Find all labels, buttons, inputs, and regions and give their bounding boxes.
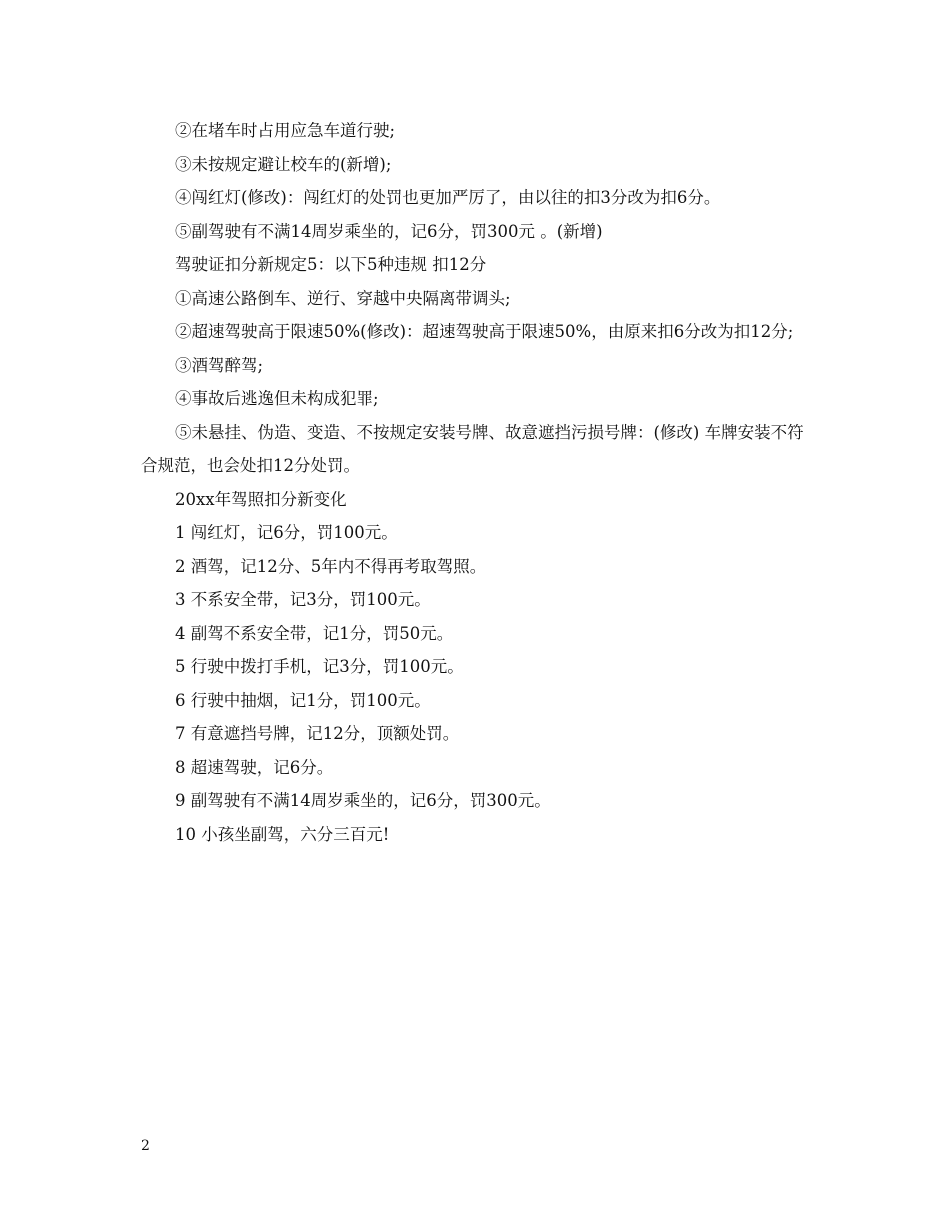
paragraph: ①高速公路倒车、逆行、穿越中央隔离带调头; (175, 288, 511, 308)
list-item: 3 不系安全带，记3分，罚100元。 (175, 590, 431, 609)
paragraph: ③酒驾醉驾; (175, 355, 264, 375)
list-item: 5 行驶中拨打手机，记3分，罚100元。 (175, 657, 464, 676)
list-item: 6 行驶中抽烟，记1分，罚100元。 (175, 690, 431, 710)
list-item: 9 副驾驶有不满14周岁乘坐的，记6分，罚300元。 (175, 791, 551, 810)
list-item: 4 副驾不系安全带，记1分，罚50元。 (175, 623, 454, 643)
page-number: 2 (141, 1138, 150, 1154)
list-item: 7 有意遮挡号牌，记12分，顶额处罚。 (175, 724, 460, 743)
list-item: 2 酒驾，记12分、5年内不得再考取驾照。 (175, 556, 487, 576)
paragraph: ③未按规定避让校车的(新增); (175, 154, 392, 174)
paragraph: ②在堵车时占用应急车道行驶; (175, 121, 396, 140)
paragraph: ④闯红灯(修改)：闯红灯的处罚也更加严厉了，由以往的扣3分改为扣6分。 (175, 188, 721, 207)
section-heading: 驾驶证扣分新规定5：以下5种违规 扣12分 (175, 255, 487, 274)
paragraph: ②超速驾驶高于限速50%(修改)：超速驾驶高于限速50%，由原来扣6分改为扣12分; (175, 322, 794, 341)
list-item: 10 小孩坐副驾，六分三百元! (175, 824, 390, 844)
paragraph: ④事故后逃逸但未构成犯罪; (175, 389, 379, 408)
paragraph: ⑤未悬挂、伪造、变造、不按规定安装号牌、故意遮挡污损号牌：(修改) 车牌安装不符合规范，也会处扣12分处罚。 (141, 422, 804, 475)
paragraph: ⑤副驾驶有不满14周岁乘坐的，记6分，罚300元 。(新增) (175, 221, 603, 241)
list-item: 1 闯红灯，记6分，罚100元。 (175, 523, 398, 542)
list-item: 8 超速驾驶，记6分。 (175, 757, 334, 777)
document-body (141, 114, 813, 851)
section-heading: 20xx年驾照扣分新变化 (175, 489, 347, 509)
